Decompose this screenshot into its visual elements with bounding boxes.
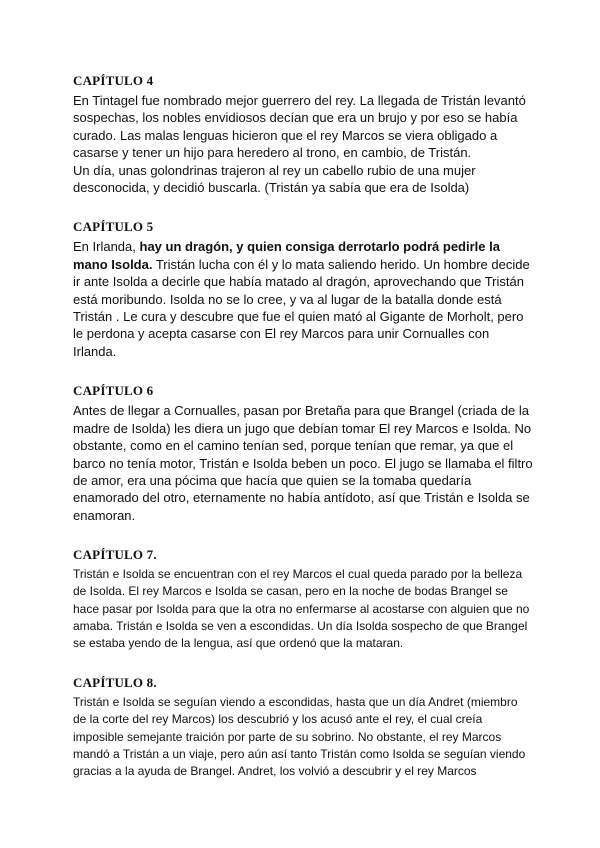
chapter-4-heading: CAPÍTULO 4 — [73, 73, 154, 88]
chapter-8-section — [73, 674, 533, 780]
chapter-5-rest: Tristán lucha con él y lo mata saliendo herido. Un hombre decide ir ante Isolda a decirle que había matado al dragón, aprovechando que Tristán está moribundo. Isolda no se lo cree, y va al lugar de la batalla donde está Tristán . Le cura y descubre que fue el quien mató al Gigante de Morholt, pero le perdona y acepta casarse con El rey Marcos para unir Cornualles con Irlanda. — [73, 256, 530, 359]
chapter-6-heading: CAPÍTULO 6 — [73, 383, 154, 399]
chapter-4-paragraph-2: Un día, unas golondrinas trajeron al rey un cabello rubio de una mujer desconocida, y decidió buscarla. (Tristán ya sabía que era de Isolda) — [73, 162, 476, 196]
chapter-6-section — [73, 382, 533, 524]
chapter-7-paragraph: Tristán e Isolda se encuentran con el rey Marcos el cual queda parado por la belleza de Isolda. El rey Marcos e Isolda se casan, pero en la noche de bodas Brangel se hace pasar por Isolda para que la otra no enfermarse al acostarse con alguien que no amaba. Tristán e Isolda se ven a escondidas. Un día Isolda sospecho de que Brangel se estaba yendo de la lengua, así que ordenó que la mataran. — [73, 567, 530, 650]
chapter-4-paragraph-1: En Tintagel fue nombrado mejor guerrero del rey. La llegada de Tristán levantó sospechas, los nobles envidiosos decían que era un brujo y por eso se había curado. Las malas lenguas hicieron que el rey Marcos se viera obligado a casarse y tener un hijo para heredero al trono, en cambio, de Tristán. — [73, 93, 526, 161]
chapter-5-paragraph — [73, 238, 533, 360]
chapter-6-paragraph: Antes de llegar a Cornualles, pasan por Bretaña para que Brangel (criada de la madre de Isolda) les diera un jugo que debían tomar El rey Marcos e Isolda. No obstante, como en el camino tenían sed, porque tenían que remar, ya que el barco no tenía motor, Tristán e Isolda beben un poco. El jugo se llamaba el filtro de amor, era una pócima que hacía que quien se la tomaba quedaría enamorado del otro, eternamente no había antídoto, así que Tristán e Isolda se enamoran. — [73, 403, 533, 523]
chapter-5-section — [73, 218, 533, 360]
chapter-8-heading: CAPÍTULO 8. — [73, 675, 157, 691]
document-body — [73, 72, 533, 802]
chapter-4-section — [73, 72, 533, 196]
chapter-5-intro: En Irlanda, — [73, 239, 140, 255]
chapter-7-section — [73, 546, 533, 652]
chapter-7-heading: CAPÍTULO 7. — [73, 547, 157, 563]
chapter-5-bold-text: hay un dragón, y quien consiga derrotarlo podrá pedirle la mano Isolda. — [73, 239, 500, 272]
chapter-8-paragraph: Tristán e Isolda se seguían viendo a escondidas, hasta que un día Andret (miembro de la corte del rey Marcos) los descubrió y los acusó ante el rey, el cual creía imposible semejante traición por parte de su sobrino. No obstante, el rey Marcos mandó a Tristán a un viaje, pero aún así tanto Tristán como Isolda se seguían viendo gracias a la ayuda de Brangel. Andret, los volvió a descubrir y el rey Marcos — [73, 695, 526, 778]
chapter-5-heading: CAPÍTULO 5 — [73, 219, 154, 235]
